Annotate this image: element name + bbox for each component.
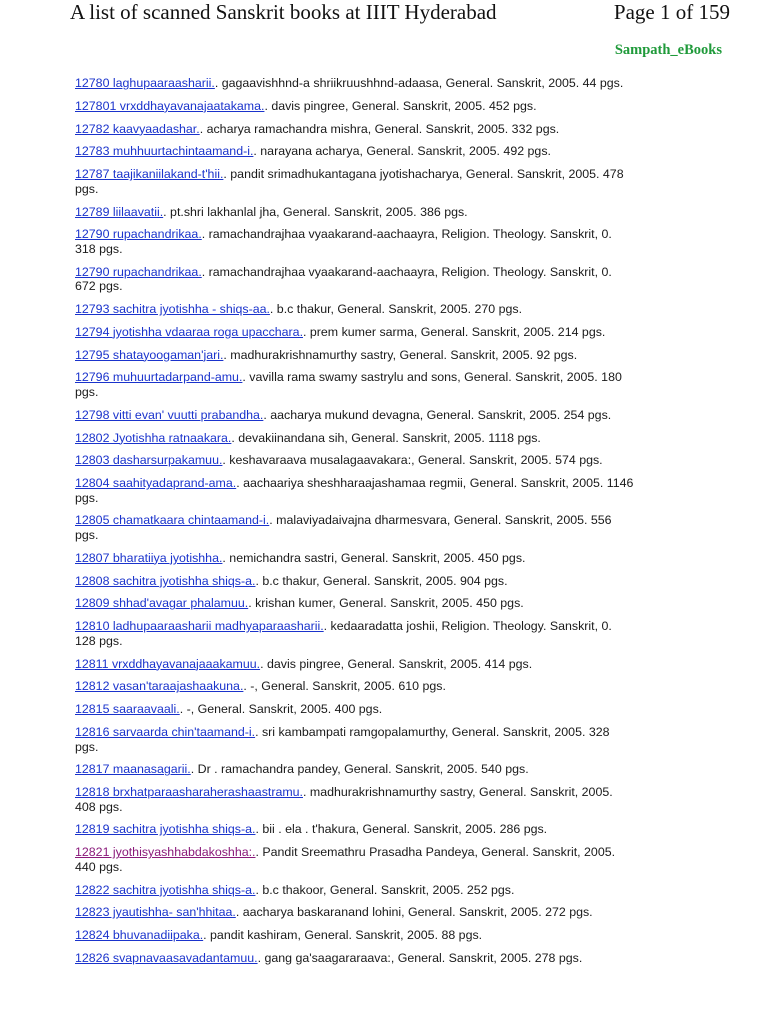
book-link[interactable]: 12816 sarvaarda chin'taamand-i. (75, 724, 256, 739)
book-description: . davis pingree, General. Sanskrit, 2005. 452 pgs. (264, 98, 537, 113)
book-entry (75, 453, 635, 468)
book-link[interactable]: 12782 kaavyaadashar. (75, 121, 200, 136)
book-description: . kedaaradatta joshii, Religion. Theology. Sanskrit, 0. 128 pgs. (75, 619, 612, 648)
book-description: . vavilla rama swamy sastrylu and sons, General. Sanskrit, 2005. 180 pgs. (75, 370, 622, 399)
book-entry (75, 431, 635, 446)
book-description: . krishan kumer, General. Sanskrit, 2005. 450 pgs. (248, 596, 524, 611)
book-link[interactable]: 12793 sachitra jyotishha - shiqs-aa. (75, 302, 270, 317)
book-link[interactable]: 12822 sachitra jyotishha shiqs-a. (75, 882, 256, 897)
book-description: . malaviyadaivajna dharmesvara, General. Sanskrit, 2005. 556 pgs. (75, 513, 612, 543)
book-link[interactable]: 12790 rupachandrikaa. (75, 227, 202, 242)
book-entry (75, 596, 635, 611)
book-list (75, 76, 635, 974)
book-description: . gang ga'saagararaava:, General. Sanskrit, 2005. 278 pgs. (257, 950, 583, 965)
book-entry (75, 928, 635, 943)
book-entry (75, 348, 635, 363)
book-entry (75, 785, 635, 814)
book-link[interactable]: 12789 liilaavatii. (75, 204, 164, 219)
book-entry (75, 408, 635, 423)
book-description: . aachaariya sheshharaajashamaa regmii, General. Sanskrit, 2005. 1146 pgs. (75, 476, 634, 505)
book-description: . pandit kashiram, General. Sanskrit, 2005. 88 pgs. (203, 928, 483, 943)
book-description: . b.c thakur, General. Sanskrit, 2005. 270 pgs. (269, 302, 523, 317)
book-description: . devakiinandana sih, General. Sanskrit, 2005. 1118 pgs. (231, 430, 541, 445)
book-entry (75, 325, 635, 340)
page-header (70, 0, 730, 28)
book-link[interactable]: 12787 taajikaniilakand-t'hii. (75, 167, 224, 182)
book-description: . aacharya baskaranand lohini, General. Sanskrit, 2005. 272 pgs. (235, 905, 593, 920)
book-link[interactable]: 12823 jyautishha- san'hhitaa. (75, 905, 236, 920)
book-entry (75, 144, 635, 159)
book-entry (75, 883, 635, 898)
book-description: . -, General. Sanskrit, 2005. 610 pgs. (243, 679, 446, 694)
book-description: . bii . ela . t'hakura, General. Sanskrit, 2005. 286 pgs. (255, 822, 548, 837)
book-link[interactable]: 12815 saaraavaali. (75, 702, 180, 717)
book-description: . b.c thakur, General. Sanskrit, 2005. 904 pgs. (255, 573, 508, 588)
book-description: . pandit srimadhukantagana jyotishacharya, General. Sanskrit, 2005. 478 pgs. (75, 167, 624, 196)
book-link[interactable]: 12805 chamatkaara chintaamand-i. (75, 513, 270, 528)
book-link[interactable]: 12812 vasan'taraajashaakuna. (75, 679, 244, 694)
book-link[interactable]: 12810 ladhupaaraasharii madhyaparaasharii. (75, 619, 324, 634)
book-description: . narayana acharya, General. Sanskrit, 2005. 492 pgs. (253, 144, 551, 159)
book-entry (75, 951, 635, 966)
book-entry (75, 845, 635, 874)
book-entry (75, 762, 635, 777)
book-entry (75, 657, 635, 672)
book-link[interactable]: 12802 Jyotishha ratnaakara. (75, 430, 232, 445)
book-link[interactable]: 12826 svapnavaasavadantamuu. (75, 950, 258, 965)
book-entry (75, 227, 635, 256)
book-entry (75, 302, 635, 317)
book-entry (75, 551, 635, 566)
book-entry (75, 265, 635, 294)
book-description: . sri kambampati ramgopalamurthy, General. Sanskrit, 2005. 328 pgs. (75, 724, 610, 754)
book-link[interactable]: 12780 laghupaaraasharii. (75, 76, 215, 90)
book-link[interactable]: 12809 shhad'avagar phalamuu. (75, 596, 249, 611)
book-description: . madhurakrishnamurthy sastry, General. Sanskrit, 2005. 92 pgs. (223, 347, 578, 362)
book-description: . aacharya mukund devagna, General. Sanskrit, 2005. 254 pgs. (263, 407, 612, 422)
book-link[interactable]: 12804 saahityadaprand-ama. (75, 476, 237, 491)
book-link[interactable]: 12795 shatayoogaman'jari. (75, 347, 224, 362)
book-entry (75, 76, 635, 91)
book-description: . davis pingree, General. Sanskrit, 2005. 414 pgs. (260, 656, 533, 671)
book-entry (75, 476, 635, 505)
book-description: . keshavaraava musalagaavakara:, General. Sanskrit, 2005. 574 pgs. (222, 453, 603, 468)
book-entry (75, 702, 635, 717)
book-link[interactable]: 12819 sachitra jyotishha shiqs-a. (75, 822, 256, 837)
book-description: . ramachandrajhaa vyaakarand-aachaayra, Religion. Theology. Sanskrit, 0. 672 pgs. (75, 264, 612, 294)
book-link[interactable]: 12798 vitti evan' vuutti prabandha. (75, 407, 264, 422)
book-link[interactable]: 127801 vrxddhayavanajaatakama. (75, 98, 265, 113)
book-link[interactable]: 12796 muhuurtadarpand-amu. (75, 370, 243, 385)
book-link[interactable]: 12817 maanasagarii. (75, 762, 191, 777)
book-link[interactable]: 12790 rupachandrikaa. (75, 264, 202, 279)
book-entry (75, 167, 635, 196)
book-link[interactable]: 12794 jyotishha vdaaraa roga upacchara. (75, 324, 304, 339)
book-entry (75, 619, 635, 648)
document-title: A list of scanned Sanskrit books at IIIT Hyderabad (70, 0, 497, 24)
book-description: . acharya ramachandra mishra, General. Sanskrit, 2005. 332 pgs. (199, 121, 560, 136)
book-entry (75, 370, 635, 399)
book-entry (75, 122, 635, 137)
book-description: . gagaavishhnd-a shriikruushhnd-adaasa, General. Sanskrit, 2005. 44 pgs. (214, 76, 624, 90)
book-description: . Dr . ramachandra pandey, General. Sanskrit, 2005. 540 pgs. (190, 762, 529, 777)
book-entry (75, 513, 635, 542)
book-link[interactable]: 12818 brxhatparaasharaherashaastramu. (75, 785, 303, 800)
book-description: . Pandit Sreemathru Prasadha Pandeya, General. Sanskrit, 2005. 440 pgs. (75, 845, 616, 874)
book-description: . b.c thakoor, General. Sanskrit, 2005. 252 pgs. (255, 882, 515, 897)
book-link[interactable]: 12824 bhuvanadiipaka. (75, 928, 204, 943)
book-description: . -, General. Sanskrit, 2005. 400 pgs. (179, 702, 383, 717)
book-link[interactable]: 12821 jyothisyashhabdakoshha:. (75, 845, 256, 860)
book-entry (75, 822, 635, 837)
book-description: . madhurakrishnamurthy sastry, General. Sanskrit, 2005. 408 pgs. (75, 785, 613, 814)
book-entry (75, 205, 635, 220)
brand-label: Sampath_eBooks (614, 42, 722, 58)
book-description: . ramachandrajhaa vyaakarand-aachaayra, Religion. Theology. Sanskrit, 0. 318 pgs. (75, 227, 612, 256)
book-link[interactable]: 12808 sachitra jyotishha shiqs-a. (75, 573, 256, 588)
book-link[interactable]: 12807 bharatiiya jyotishha. (75, 550, 223, 565)
book-entry (75, 905, 635, 920)
book-description: . nemichandra sastri, General. Sanskrit, 2005. 450 pgs. (222, 550, 526, 565)
book-description: . pt.shri lakhanlal jha, General. Sanskrit, 2005. 386 pgs. (163, 204, 468, 219)
book-link[interactable]: 12811 vrxddhayavanajaaakamuu. (75, 656, 261, 671)
book-entry (75, 725, 635, 754)
book-entry (75, 679, 635, 694)
book-description: . prem kumer sarma, General. Sanskrit, 2005. 214 pgs. (303, 324, 606, 339)
page-number: Page 1 of 159 (613, 0, 730, 24)
book-link[interactable]: 12803 dasharsurpakamuu. (75, 453, 223, 468)
book-entry (75, 99, 635, 114)
book-entry (75, 574, 635, 589)
book-link[interactable]: 12783 muhhuurtachintaamand-i. (75, 144, 254, 159)
